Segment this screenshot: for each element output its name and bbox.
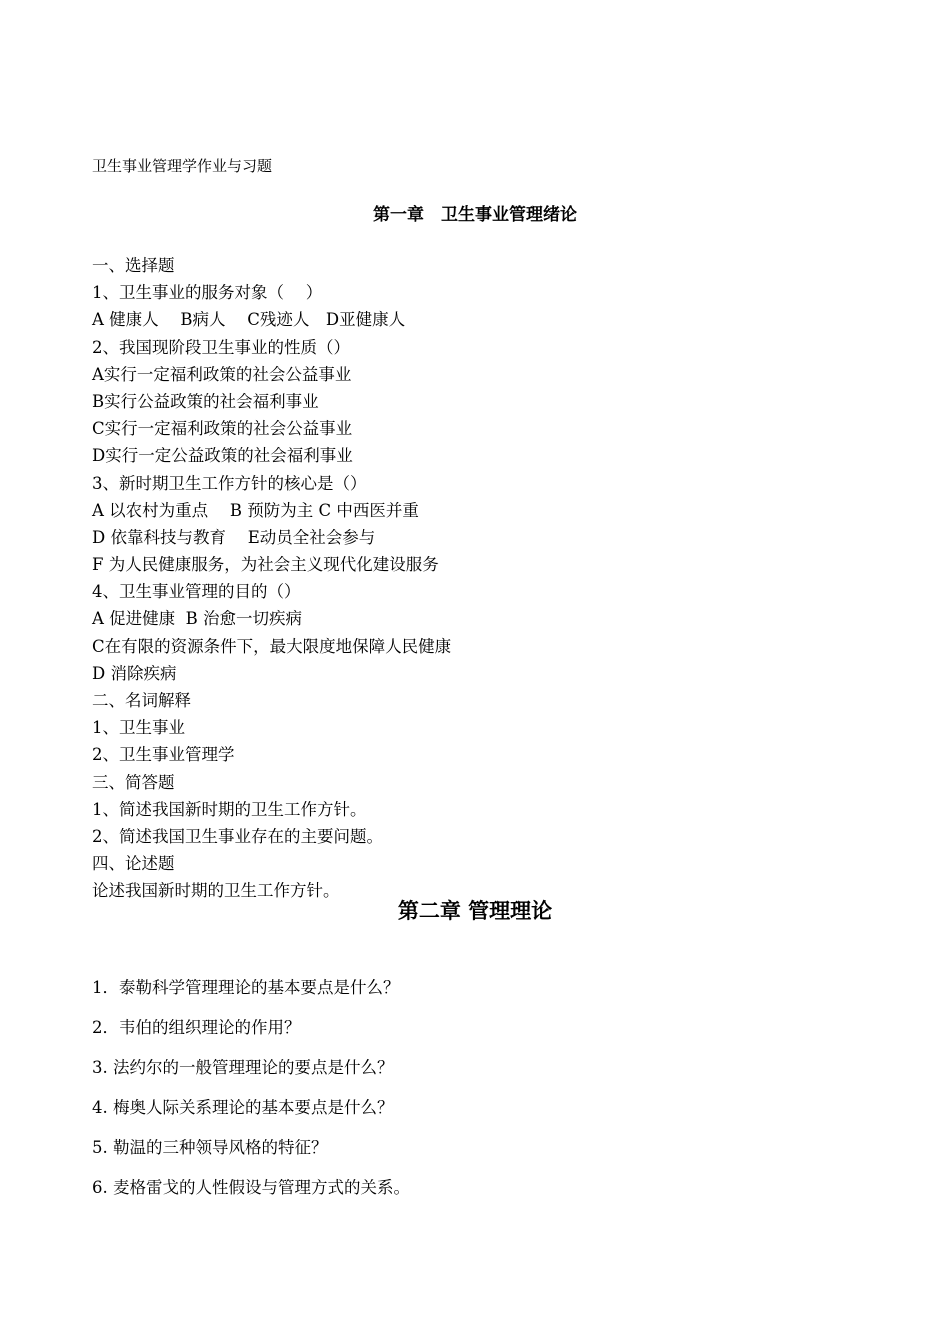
question-item: 3. 法约尔的一般管理理论的要点是什么？: [92, 1058, 394, 1077]
question-item: 4. 梅奥人际关系理论的基本要点是什么？: [92, 1098, 394, 1117]
text-line: 一、选择题: [92, 256, 175, 275]
text-line: D 消除疾病: [92, 663, 177, 683]
text-line: A 以农村为重点 B 预防为主 C 中西医并重: [92, 500, 419, 520]
text-line: 四、论述题: [92, 854, 175, 874]
text-line: C在有限的资源条件下，最大限度地保障人民健康: [92, 636, 452, 656]
text-line: 1、简述我国新时期的卫生工作方针。: [92, 799, 367, 819]
text-line: 二、名词解释: [92, 691, 191, 710]
text-line: 3、新时期卫生工作方针的核心是（）: [92, 473, 367, 493]
chapter-2-questions: [92, 976, 410, 1216]
chapter-2-title: 第二章 管理理论: [397, 898, 553, 923]
text-line: A实行一定福利政策的社会公益事业: [92, 364, 352, 384]
text-line: A 健康人 B病人 C残迹人 D亚健康人: [92, 310, 406, 330]
text-line: 2、卫生事业管理学: [92, 745, 235, 765]
text-line: D实行一定公益政策的社会福利事业: [92, 446, 353, 466]
chapter-1-title: 第一章 卫生事业管理绪论: [373, 205, 577, 225]
text-line: D 依靠科技与教育 E动员全社会参与: [92, 527, 376, 547]
text-line: 1、卫生事业的服务对象（ ）: [92, 283, 323, 303]
text-line: 三、简答题: [92, 772, 175, 792]
text-line: B实行公益政策的社会福利事业: [92, 391, 319, 411]
text-line: 2、简述我国卫生事业存在的主要问题。: [92, 826, 383, 846]
text-line: 论述我国新时期的卫生工作方针。: [92, 881, 340, 901]
text-line: 4、卫生事业管理的目的（）: [92, 582, 301, 602]
text-line: 2、我国现阶段卫生事业的性质（）: [92, 337, 350, 357]
text-line: F 为人民健康服务，为社会主义现代化建设服务: [92, 555, 439, 575]
chapter-1-body: [92, 252, 451, 905]
text-line: C实行一定福利政策的社会公益事业: [92, 419, 353, 439]
question-item: 1．泰勒科学管理理论的基本要点是什么？: [92, 978, 400, 997]
question-item: 2．韦伯的组织理论的作用？: [92, 1018, 301, 1037]
text-line: A 促进健康 B 治愈一切疾病: [92, 609, 303, 629]
question-item: 6. 麦格雷戈的人性假设与管理方式的关系。: [92, 1178, 410, 1197]
text-line: 1、卫生事业: [92, 718, 185, 738]
document-header: 卫生事业管理学作业与习题: [92, 157, 273, 175]
question-item: 5. 勒温的三种领导风格的特征？: [92, 1138, 328, 1157]
